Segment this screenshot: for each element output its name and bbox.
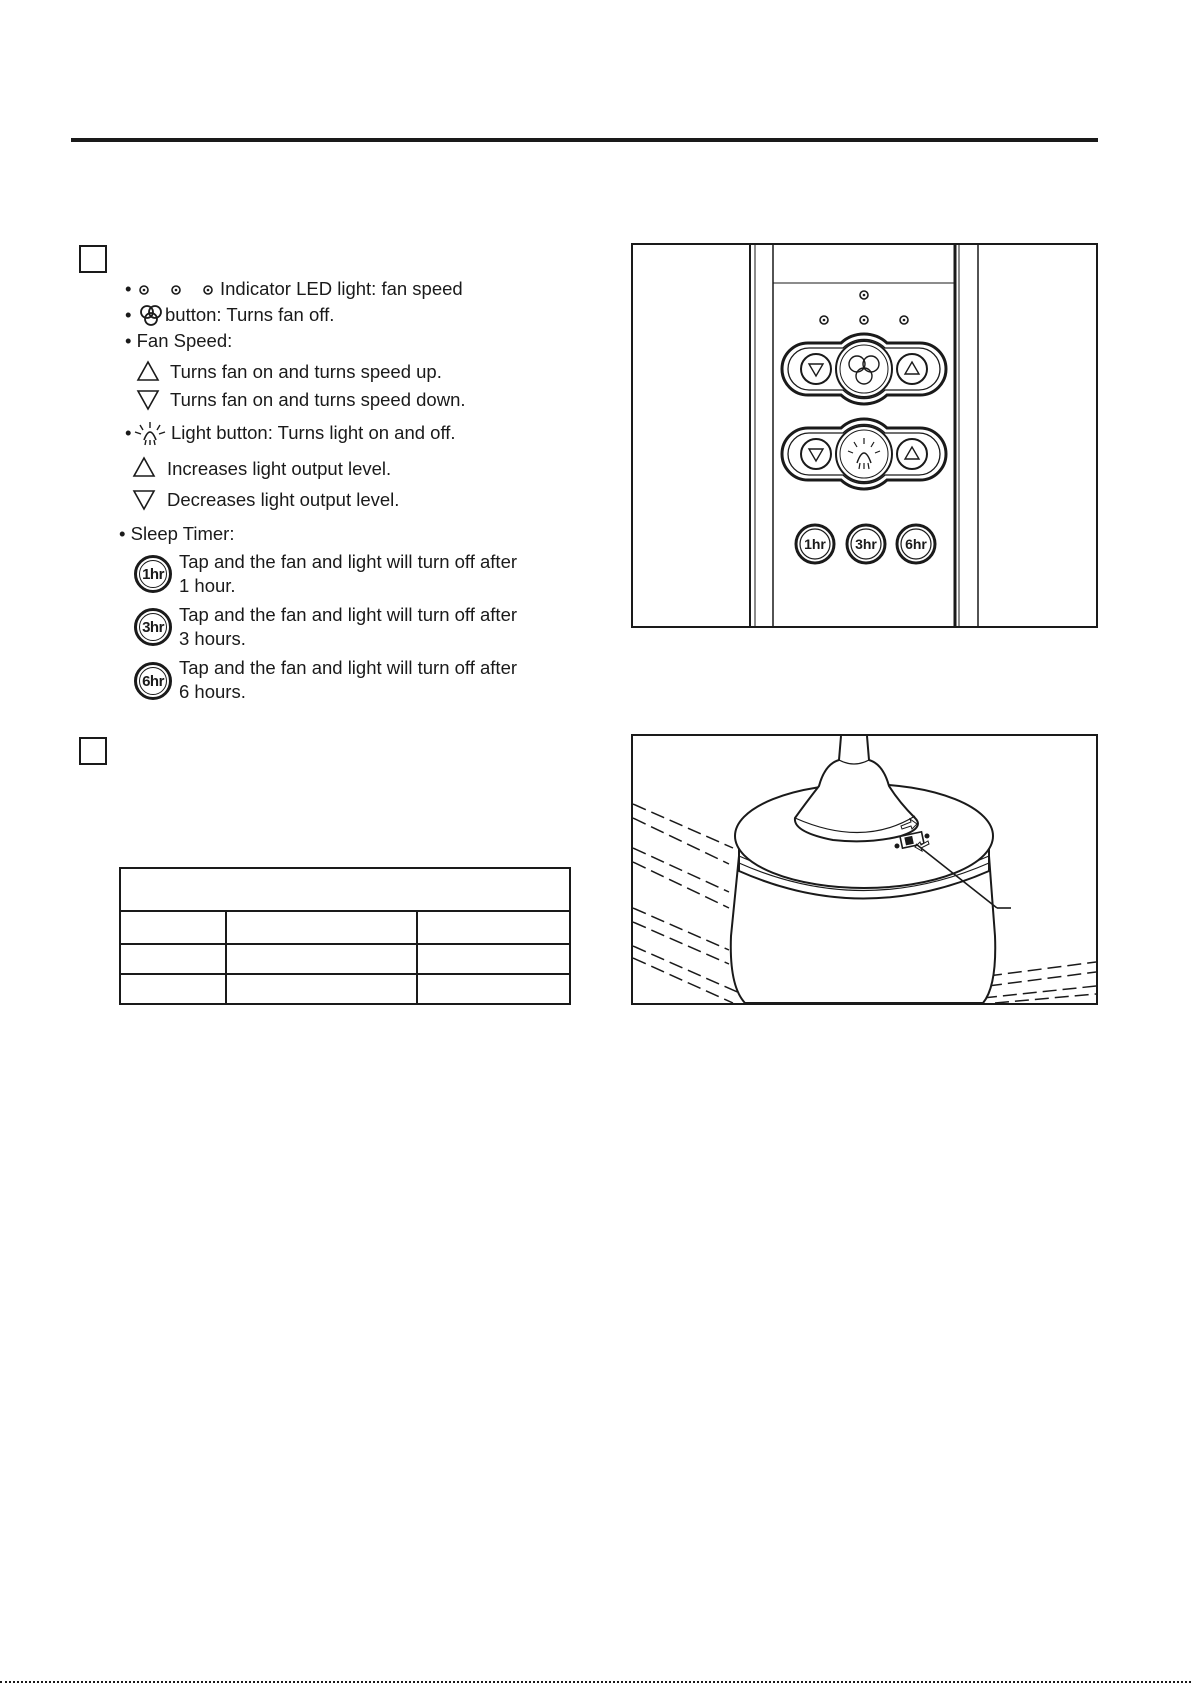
led-indicator-icon bbox=[138, 284, 218, 296]
up-arrow-icon bbox=[136, 360, 160, 382]
timer-3hr-icon: 3hr bbox=[134, 608, 172, 646]
speed-down-label: Turns fan on and turns speed down. bbox=[170, 389, 466, 410]
step-marker-2 bbox=[79, 737, 107, 765]
table-row bbox=[120, 944, 570, 973]
down-arrow-icon bbox=[132, 489, 156, 511]
timer-1hr-line2: 1 hour. bbox=[179, 575, 236, 596]
step-marker-1 bbox=[79, 245, 107, 273]
timer-6hr-line2: 6 hours. bbox=[179, 681, 246, 702]
fan-icon bbox=[138, 303, 164, 329]
fan-housing-figure bbox=[631, 734, 1098, 1005]
up-arrow-icon bbox=[132, 456, 156, 478]
timer-3hr-line1: Tap and the fan and light will turn off after bbox=[179, 604, 518, 625]
remote-timer-3hr: 3hr bbox=[855, 536, 877, 552]
timer-1hr-line1: Tap and the fan and light will turn off after bbox=[179, 551, 518, 572]
light-control-group bbox=[782, 419, 946, 489]
table-cell bbox=[417, 974, 570, 1004]
page-bottom-edge bbox=[0, 1681, 1191, 1683]
fan-speed-heading: • Fan Speed: bbox=[125, 330, 233, 351]
fan-housing-illustration bbox=[633, 736, 1096, 1003]
speed-table bbox=[119, 867, 571, 1005]
light-up-label: Increases light output level. bbox=[167, 458, 392, 479]
remote-illustration bbox=[633, 245, 1096, 626]
down-arrow-icon bbox=[136, 389, 160, 411]
table-cell bbox=[226, 911, 417, 944]
fan-off-label: button: Turns fan off. bbox=[165, 304, 335, 325]
table-row bbox=[120, 974, 570, 1004]
speed-table-header bbox=[120, 868, 570, 911]
light-down-label: Decreases light output level. bbox=[167, 489, 400, 510]
light-icon bbox=[134, 418, 166, 446]
sleep-timer-heading: • Sleep Timer: bbox=[119, 523, 235, 544]
remote-figure bbox=[631, 243, 1098, 628]
timer-6hr-line1: Tap and the fan and light will turn off after bbox=[179, 657, 518, 678]
timer-3hr-line2: 3 hours. bbox=[179, 628, 246, 649]
led-indicators-row: • bbox=[125, 278, 225, 300]
table-cell bbox=[120, 944, 226, 973]
header-rule bbox=[71, 138, 1098, 142]
timer-1hr-icon: 1hr bbox=[134, 555, 172, 593]
remote-timer-1hr: 1hr bbox=[804, 536, 826, 552]
fan-control-group bbox=[782, 334, 946, 404]
remote-timer-6hr: 6hr bbox=[905, 536, 927, 552]
table-cell bbox=[417, 944, 570, 973]
light-label: Light button: Turns light on and off. bbox=[171, 422, 456, 443]
table-cell bbox=[120, 911, 226, 944]
table-cell bbox=[120, 974, 226, 1004]
table-cell bbox=[226, 944, 417, 973]
timer-6hr-icon: 6hr bbox=[134, 662, 172, 700]
speed-up-label: Turns fan on and turns speed up. bbox=[170, 361, 442, 382]
table-cell bbox=[417, 911, 570, 944]
table-cell bbox=[226, 974, 417, 1004]
led-label: Indicator LED light: fan speed bbox=[220, 278, 463, 299]
